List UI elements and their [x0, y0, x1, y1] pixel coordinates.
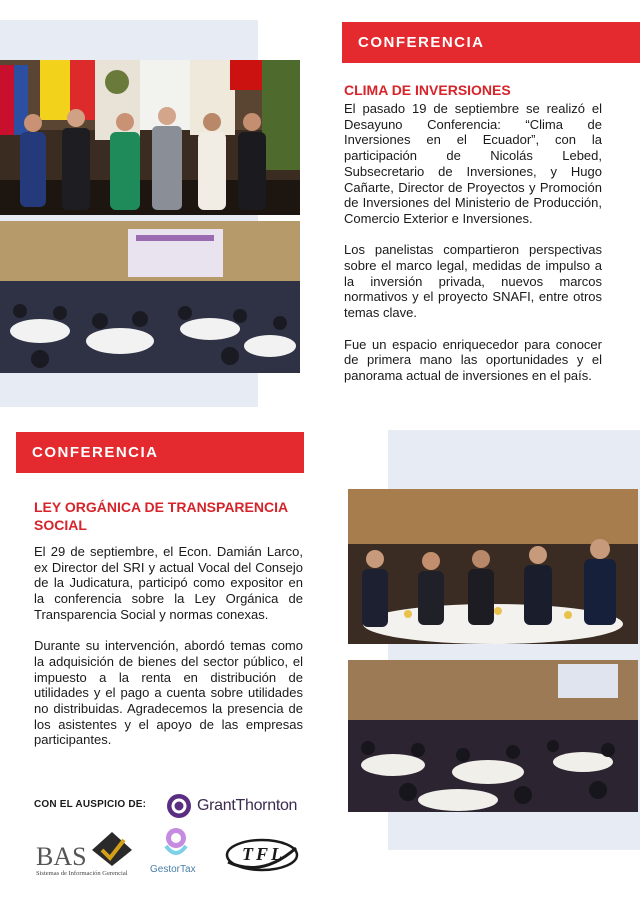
- section1-banner: CONFERENCIA: [342, 22, 640, 63]
- audience-photo-1: [0, 221, 300, 373]
- grant-thornton-logo: [166, 793, 297, 819]
- gestortax-logo: [150, 826, 204, 880]
- section2-body: [34, 544, 303, 764]
- bas-emblem-icon: [92, 832, 132, 866]
- tfl-logo: [224, 834, 300, 876]
- bas-name: BAS: [36, 842, 87, 871]
- gestortax-name: GestorTax: [150, 864, 196, 875]
- section1-title: CLIMA DE INVERSIONES: [344, 82, 511, 98]
- gestortax-icon: [162, 826, 190, 858]
- grant-thornton-icon: [166, 793, 192, 819]
- bas-logo: [34, 832, 132, 878]
- grant-thornton-name: GrantThornton: [197, 797, 298, 814]
- sponsors-label: CON EL AUSPICIO DE:: [34, 799, 147, 810]
- section1-paragraph: Fue un espacio enriquecedor para conocer de primera mano las oportunidades y el panorama actual de inversiones en el país.: [344, 336, 602, 383]
- section1-paragraph: El pasado 19 de septiembre se realizó el Desayuno Conferencia: “Clima de Inversiones en el Ecuador”, con la participación de Nicolás Lebed, Subsecretario de Inversiones, y Hugo Cañarte, Director de Proyectos y Promoción de Inversiones del Ministerio de Producción, Comercio Exterior e Inversiones.: [344, 101, 602, 226]
- tfl-name: TFL: [242, 844, 285, 864]
- section1-body: [344, 101, 602, 399]
- section2-paragraph: Durante su intervención, abordó temas como la adquisición de bienes del sector público, el impuesto a la renta en distribución de utilidades y el pago a cuenta sobre utilidades no distribuidas. Agradecemos la presencia de los asistentes y el apoyo de las empresas participantes.: [34, 638, 303, 748]
- section2-paragraph: El 29 de septiembre, el Econ. Damián Larco, ex Director del SRI y actual Vocal del Consejo de la Judicatura, participó como expositor en la conferencia sobre la Ley Orgánica de Transparencia Social y normas conexas.: [34, 544, 303, 622]
- bas-tagline: Sistemas de Información Gerencial: [36, 870, 128, 877]
- section2-banner: CONFERENCIA: [16, 432, 304, 473]
- audience-photo-2: [348, 660, 638, 812]
- head-table-photo: [348, 489, 638, 644]
- panelists-group-photo: [0, 60, 300, 215]
- section1-paragraph: Los panelistas compartieron perspectivas sobre el marco legal, medidas de impulso a la inversión privada, nuevos marcos normativos y el proyecto SNAFI, entre otros temas clave.: [344, 242, 602, 321]
- section2-title: LEY ORGÁNICA DE TRANSPARENCIA SOCIAL: [34, 499, 288, 533]
